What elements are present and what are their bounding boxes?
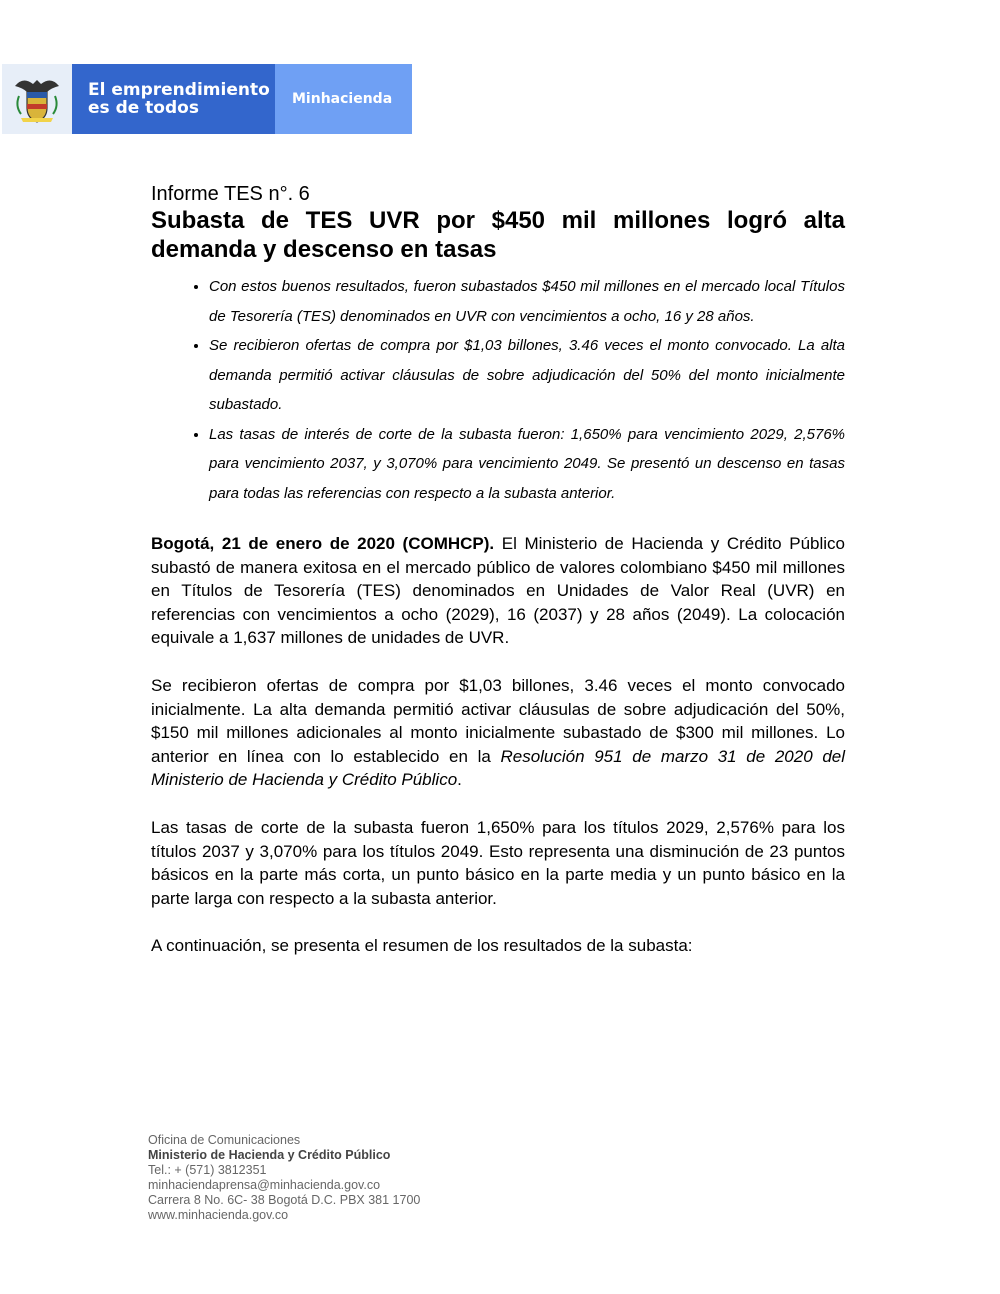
demand-end: . xyxy=(457,770,462,790)
crest-box xyxy=(2,64,72,134)
footer-phone: Tel.: + (571) 3812351 xyxy=(148,1163,267,1177)
press-release xyxy=(151,182,845,958)
dateline: Bogotá, 21 de enero de 2020 (COMHCP). xyxy=(151,534,495,553)
coat-of-arms-icon xyxy=(11,72,63,126)
highlight-item: • Se recibieron ofertas de compra por $1,03 billones, 3.46 veces el monto convocado. La alta demanda permitió activar cláusulas de sobre adjudicación del 50% del monto inicialmente subastado. xyxy=(209,331,845,420)
paragraph-summary-intro: A continuación, se presenta el resumen de los resultados de la subasta: xyxy=(151,936,693,956)
footer-email: minhaciendaprensa@minhacienda.gov.co xyxy=(148,1178,381,1192)
demand-text: Se recibieron ofertas de compra por $1,03 billones, 3.46 veces el monto convocado inicialmente. La alta demanda permitió activar cláusulas de sobre adjudicación del 50%, $150 mil millones adicionales al monto inicialmente subastado de $300 mil millones. Lo anterior en línea con lo establecido en la xyxy=(151,675,845,766)
ministry-logo xyxy=(275,64,412,134)
paragraph-rates: Las tasas de corte de la subasta fueron 1,650% para los títulos 2029, 2,576% para los títulos 2037 y 3,070% para los títulos 2049. Esto representa una disminución de 23 puntos básicos en la parte más corta, un punto básico en la parte media y un punto básico en la parte larga con respecto a la subasta anterior. xyxy=(151,817,845,908)
footer-contact xyxy=(148,1133,648,1223)
paragraph-demand xyxy=(151,674,845,792)
slogan-line-1: El emprendimiento xyxy=(88,80,270,100)
slogan-line-2: es de todos xyxy=(88,98,199,118)
footer-office: Oficina de Comunicaciones xyxy=(148,1133,301,1147)
highlights-list xyxy=(151,272,845,508)
footer-address: Carrera 8 No. 6C- 38 Bogotá D.C. PBX 381 1700 xyxy=(148,1193,421,1207)
report-kicker: Informe TES n°. 6 xyxy=(151,183,310,205)
resolution-reference: Resolución 951 de marzo 31 de 2020 del Ministerio de Hacienda y Crédito Público xyxy=(151,746,846,790)
intro-text: El Ministerio de Hacienda y Crédito Público subastó de manera exitosa en el mercado público de valores colombiano $450 mil millones en Títulos de Tesorería (TES) denominados en Unidades de Valor Real (UVR) en referencias con vencimientos a ocho (2029), 16 (2037) y 28 años (2049). La colocación equivale a 1,637 millones de unidades de UVR. xyxy=(151,534,845,648)
highlight-item: • Las tasas de interés de corte de la subasta fueron: 1,650% para vencimiento 2029, 2,576% para vencimiento 2037, y 3,070% para vencimiento 2049. Se presentó un descenso en tasas para todas las referencias con respecto a la subasta anterior. xyxy=(209,420,845,509)
slogan-box xyxy=(72,64,275,134)
header-banner xyxy=(2,64,412,134)
ministry-name: Minhacienda xyxy=(292,91,393,107)
paragraph-intro xyxy=(151,532,845,650)
footer-website: www.minhacienda.gov.co xyxy=(148,1208,289,1222)
headline: Subasta de TES UVR por $450 mil millones logró alta demanda y descenso en tasas xyxy=(151,207,845,263)
footer-ministry: Ministerio de Hacienda y Crédito Público xyxy=(148,1148,391,1162)
highlight-item: • Con estos buenos resultados, fueron subastados $450 mil millones en el mercado local Títulos de Tesorería (TES) denominados en UVR con vencimientos a ocho, 16 y 28 años. xyxy=(209,272,845,331)
